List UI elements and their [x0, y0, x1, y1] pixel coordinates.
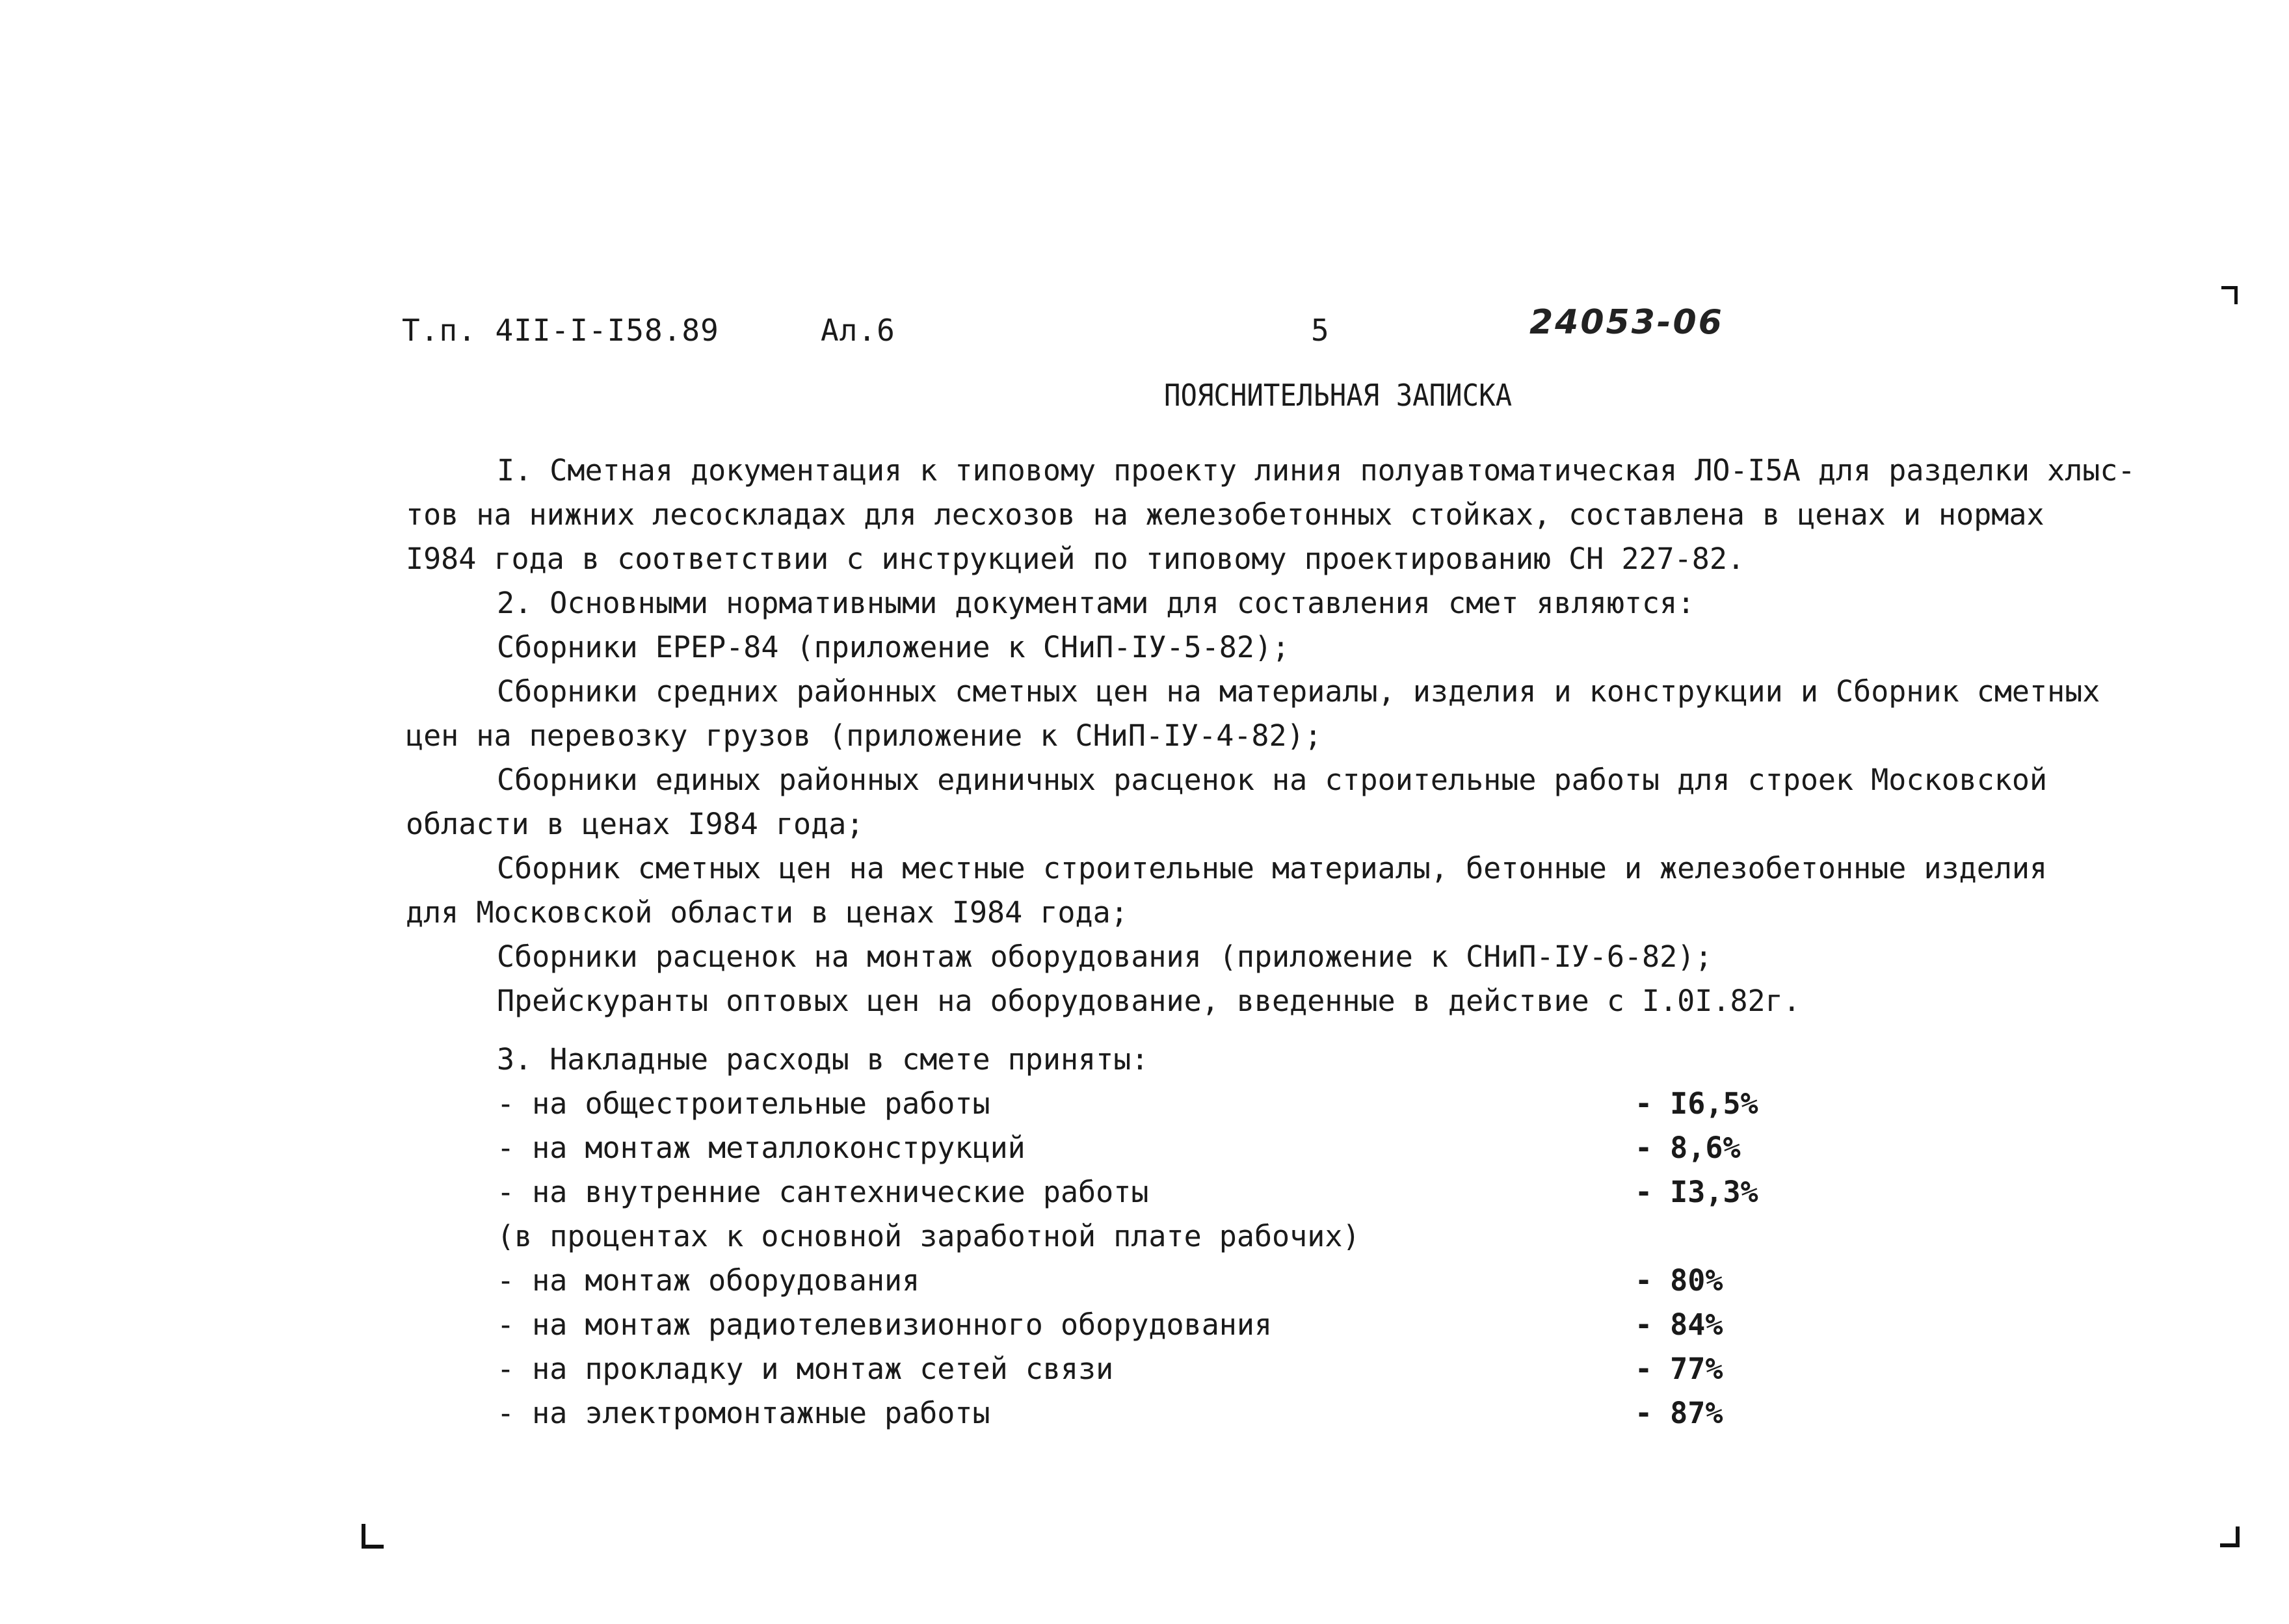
- overhead-rate-value: - 8,6%: [1635, 1131, 1741, 1165]
- paragraph-2-line-8: для Московской области в ценах I984 года;: [406, 895, 1128, 930]
- document-body: [406, 449, 2201, 1435]
- overhead-rate-row: [406, 1259, 2201, 1303]
- spacer: [406, 1023, 2201, 1038]
- paragraph-2-line-5: Сборники единых районных единичных расценок на строительные работы для строек Московской: [497, 763, 2048, 797]
- overhead-rate-label: - на прокладку и монтаж сетей связи: [497, 1352, 1114, 1386]
- overhead-rate-value: - 84%: [1635, 1307, 1723, 1342]
- overhead-rate-value: - I6,5%: [1635, 1086, 1758, 1121]
- sheet-label: Ал.6: [821, 313, 895, 348]
- overhead-rate-row: [406, 1347, 2201, 1391]
- overhead-rate-row: [406, 1126, 2201, 1170]
- paragraph-2-line-9: Сборники расценок на монтаж оборудования (приложение к СНиП-IУ-6-82);: [497, 939, 1713, 974]
- overhead-rate-value: - I3,3%: [1635, 1175, 1758, 1209]
- overhead-rate-value: - 87%: [1635, 1396, 1723, 1430]
- overhead-rate-label: - на монтаж оборудования: [497, 1263, 920, 1298]
- paragraph-3-note: (в процентах к основной заработной плате рабочих): [497, 1219, 1360, 1253]
- corner-mark-top-right: [2234, 286, 2238, 304]
- overhead-rate-label: - на электромонтажные работы: [497, 1396, 990, 1430]
- overhead-rate-value: - 80%: [1635, 1263, 1723, 1298]
- paragraph-3-line-1: 3. Накладные расходы в смете приняты:: [497, 1042, 1149, 1077]
- project-code: Т.п. 4II-I-I58.89: [402, 313, 719, 348]
- overhead-rate-label: - на общестроительные работы: [497, 1086, 990, 1121]
- paragraph-2-line-2: Сборники ЕРЕР-84 (приложение к СНиП-IУ-5-82);: [497, 630, 1290, 664]
- paragraph-2-line-6: области в ценах I984 года;: [406, 807, 864, 841]
- inventory-number: 24053-06: [1529, 303, 1724, 342]
- overhead-rate-label: - на внутренние сантехнические работы: [497, 1175, 1149, 1209]
- overhead-rate-label: - на монтаж радиотелевизионного оборудования: [497, 1307, 1273, 1342]
- overhead-rate-label: - на монтаж металлоконструкций: [497, 1131, 1025, 1165]
- paragraph-2-line-10: Прейскуранты оптовых цен на оборудование, введенные в действие с I.0I.82г.: [497, 984, 1801, 1018]
- paragraph-1-line-2: тов на нижних лесоскладах для лесхозов на железобетонных стойках, составлена в ценах и нормах: [406, 497, 2044, 532]
- overhead-rate-value: - 77%: [1635, 1352, 1723, 1386]
- overhead-rate-row: [406, 1391, 2201, 1435]
- corner-mark-bottom-right: [2236, 1526, 2240, 1547]
- paragraph-1-line-3: I984 года в соответствии с инструкцией по типовому проектированию СН 227-82.: [406, 542, 1745, 576]
- paragraph-2-line-3: Сборники средних районных сметных цен на материалы, изделия и конструкции и Сборник сметных: [497, 674, 2100, 709]
- overhead-rate-row: [406, 1170, 2201, 1214]
- corner-mark-bottom-left: [362, 1524, 365, 1549]
- overhead-rate-row: [406, 1082, 2201, 1126]
- page-number: 5: [1311, 313, 1330, 348]
- paragraph-2-line-7: Сборник сметных цен на местные строительные материалы, бетонные и железобетонные изделия: [497, 851, 2048, 885]
- overhead-rate-row: [406, 1303, 2201, 1347]
- document-title: ПОЯСНИТЕЛЬНАЯ ЗАПИСКА: [1164, 378, 1513, 413]
- paragraph-2-line-4: цен на перевозку грузов (приложение к СНиП-IУ-4-82);: [406, 718, 1322, 753]
- paragraph-1-line-1: I. Сметная документация к типовому проекту линия полуавтоматическая ЛО-I5А для разделки хлыс-: [497, 453, 2136, 488]
- paragraph-2-line-1: 2. Основными нормативными документами для составления смет являются:: [497, 586, 1695, 620]
